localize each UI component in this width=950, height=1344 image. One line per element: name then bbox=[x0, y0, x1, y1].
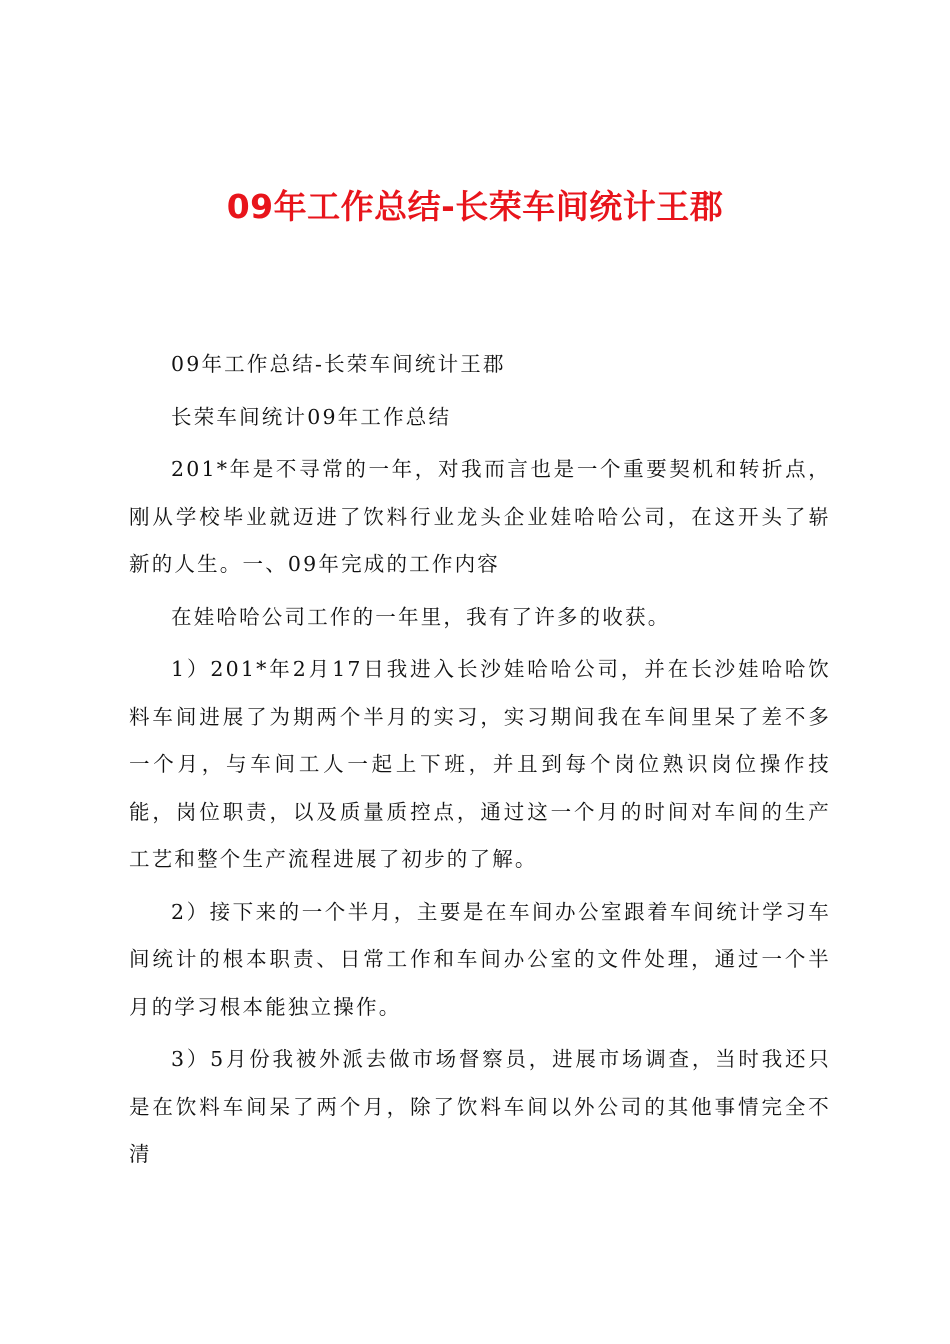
document-title: 09年工作总结-长荣车间统计王郡 bbox=[226, 187, 724, 226]
document-body bbox=[129, 341, 831, 1184]
paragraph-subheading: 长荣车间统计09年工作总结 bbox=[171, 404, 452, 429]
paragraph-item-1: 1）201*年2月17日我进入长沙娃哈哈公司，并在长沙娃哈哈饮料车间进展了为期两个半月的实习，实习期间我在车间里呆了差不多一个月，与车间工人一起上下班，并且到每个岗位熟识岗位操作技能，岗位职责，以及质量质控点，通过这一个月的时间对车间的生产工艺和整个生产流程进展了初步的了解。 bbox=[129, 657, 831, 871]
paragraph-item-3: 3）5月份我被外派去做市场督察员，进展市场调查，当时我还只是在饮料车间呆了两个月，除了饮料车间以外公司的其他事情完全不清 bbox=[129, 1047, 831, 1166]
paragraph-heading: 09年工作总结-长荣车间统计王郡 bbox=[171, 352, 506, 376]
paragraph-gains: 在娃哈哈公司工作的一年里，我有了许多的收获。 bbox=[171, 604, 671, 629]
paragraph-intro: 201*年是不寻常的一年，对我而言也是一个重要契机和转折点，刚从学校毕业就迈进了饮料行业龙头企业娃哈哈公司，在这开头了崭新的人生。一、09年完成的工作内容 bbox=[129, 457, 831, 576]
paragraph-item-2: 2）接下来的一个半月，主要是在车间办公室跟着车间统计学习车间统计的根本职责、日常工作和车间办公室的文件处理，通过一个半月的学习根本能独立操作。 bbox=[129, 899, 831, 1019]
